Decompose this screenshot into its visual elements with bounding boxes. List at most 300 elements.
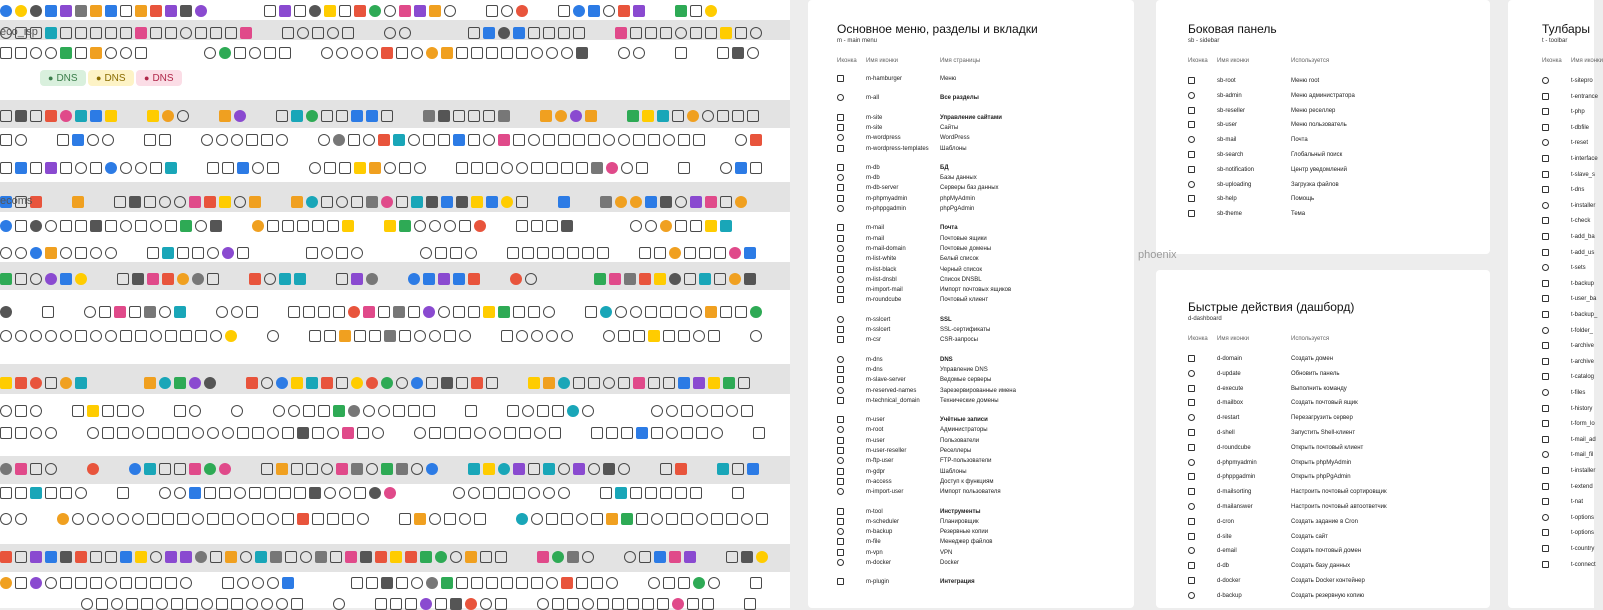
icon-code: m-phpmyadmin	[866, 195, 908, 202]
icon-code: m-dns	[866, 356, 883, 363]
sheet-icon	[414, 220, 426, 232]
sheet-icon	[30, 577, 42, 589]
sheet-icon	[423, 110, 435, 122]
sheet-icon	[516, 513, 528, 525]
sheet-icon	[537, 598, 549, 610]
icon-table-row	[837, 558, 1127, 568]
sheet-icon	[60, 110, 72, 122]
sheet-icon	[222, 247, 234, 259]
sheet-icon	[651, 513, 663, 525]
icon-row	[0, 306, 762, 318]
sheet-icon	[282, 513, 294, 525]
sheet-icon	[717, 47, 729, 59]
row-icon	[1188, 547, 1195, 554]
sheet-icon	[483, 110, 495, 122]
sheet-icon	[375, 598, 387, 610]
sheet-icon	[321, 463, 333, 475]
sheet-icon	[501, 162, 513, 174]
sheet-icon	[543, 487, 555, 499]
icon-table-row	[837, 234, 1127, 244]
toolbar-row	[1542, 357, 1602, 367]
sheet-icon	[696, 427, 708, 439]
sheet-icon	[453, 306, 465, 318]
icon-table-row	[837, 365, 1127, 375]
sheet-icon	[306, 196, 318, 208]
sheet-icon	[453, 273, 465, 285]
row-icon	[1188, 136, 1195, 143]
sheet-icon	[675, 47, 687, 59]
sheet-icon	[264, 487, 276, 499]
sheet-icon	[15, 487, 27, 499]
main-menu-card	[808, 0, 1134, 608]
sheet-icon	[366, 273, 378, 285]
icon-table-row	[837, 396, 1127, 406]
sheet-icon	[105, 247, 117, 259]
sheet-icon	[30, 110, 42, 122]
icon-row	[0, 487, 771, 499]
icon-code: m-root	[866, 427, 884, 434]
sheet-icon	[237, 247, 249, 259]
icon-table-row	[837, 325, 1127, 335]
sheet-icon	[60, 487, 72, 499]
row-icon	[1188, 107, 1195, 114]
sheet-icon	[537, 247, 549, 259]
sheet-icon	[501, 5, 513, 17]
sheet-icon	[270, 551, 282, 563]
icon-description: Выполнить команду	[1291, 385, 1347, 392]
sheet-icon	[120, 47, 132, 59]
sheet-icon	[267, 577, 279, 589]
sheet-icon	[639, 551, 651, 563]
sheet-icon	[126, 598, 138, 610]
sheet-icon	[384, 27, 396, 39]
sheet-icon	[411, 463, 423, 475]
sheet-icon	[522, 405, 534, 417]
sheet-icon	[75, 27, 87, 39]
dashboard-header-name: Имя иконки	[1217, 336, 1250, 342]
sheet-icon	[747, 463, 759, 475]
sheet-icon	[471, 577, 483, 589]
sheet-icon	[753, 427, 765, 439]
sheet-icon	[414, 5, 426, 17]
icon-code: m-list-dnsbl	[866, 276, 897, 283]
sheet-icon	[483, 306, 495, 318]
icon-table-row	[1188, 561, 1478, 571]
sheet-icon	[552, 598, 564, 610]
sheet-icon	[399, 27, 411, 39]
icon-code: m-hamburger	[866, 76, 903, 82]
sheet-icon	[105, 27, 117, 39]
sheet-icon	[558, 196, 570, 208]
sheet-icon	[165, 5, 177, 17]
sheet-icon	[756, 513, 768, 525]
sheet-icon	[117, 405, 129, 417]
sheet-icon	[606, 427, 618, 439]
icon-code: m-user	[866, 437, 885, 444]
toolbar-row	[1542, 326, 1602, 336]
icon-table-row	[1188, 209, 1478, 219]
sheet-icon	[531, 513, 543, 525]
sheet-icon	[501, 577, 513, 589]
icon-table-row	[837, 204, 1127, 214]
sheet-icon	[357, 513, 369, 525]
sheet-icon	[180, 220, 192, 232]
row-icon	[1542, 202, 1549, 209]
sheet-icon	[159, 487, 171, 499]
row-icon	[1542, 451, 1549, 458]
sheet-icon	[573, 463, 585, 475]
main-menu-header-page: Имя страницы	[940, 58, 981, 64]
sheet-icon	[309, 162, 321, 174]
sheet-icon	[249, 196, 261, 208]
sheet-icon	[528, 463, 540, 475]
sheet-icon	[546, 220, 558, 232]
sheet-icon	[723, 377, 735, 389]
icon-code: m-docker	[866, 560, 892, 566]
icon-code: d-mailanswer	[1217, 504, 1253, 510]
sheet-icon	[435, 551, 447, 563]
sheet-icon	[147, 247, 159, 259]
sheet-icon	[714, 247, 726, 259]
sheet-icon	[87, 513, 99, 525]
sheet-icon	[87, 405, 99, 417]
main-menu-header-name: Имя иконки	[866, 58, 899, 64]
sheet-icon	[333, 134, 345, 146]
sheet-icon	[75, 577, 87, 589]
sheet-icon	[117, 513, 129, 525]
sheet-icon	[222, 162, 234, 174]
sheet-icon	[252, 162, 264, 174]
sheet-icon	[546, 330, 558, 342]
icon-table-row	[837, 223, 1127, 233]
sheet-icon	[366, 110, 378, 122]
toolbar-icon-code: t-options	[1571, 514, 1595, 521]
sheet-icon	[426, 463, 438, 475]
sheet-icon	[345, 551, 357, 563]
sheet-icon	[690, 196, 702, 208]
sheet-icon	[558, 5, 570, 17]
sheet-icon	[0, 487, 12, 499]
sheet-icon	[195, 27, 207, 39]
sheet-icon	[660, 487, 672, 499]
sheet-icon	[207, 162, 219, 174]
sheet-icon	[30, 405, 42, 417]
ecoms-tag: ecoms	[0, 195, 33, 207]
sheet-icon	[465, 247, 477, 259]
icon-description: Почта	[940, 225, 958, 232]
sheet-icon	[717, 110, 729, 122]
sheet-icon	[144, 306, 156, 318]
row-icon	[837, 286, 844, 293]
sheet-icon	[603, 463, 615, 475]
sheet-icon	[423, 273, 435, 285]
icon-table-row	[1188, 532, 1478, 542]
sheet-icon	[657, 110, 669, 122]
sheet-icon	[210, 330, 222, 342]
sheet-icon	[531, 47, 543, 59]
sheet-icon	[453, 487, 465, 499]
sheet-icon	[684, 551, 696, 563]
sheet-icon	[690, 27, 702, 39]
main-menu-title: Основное меню, разделы и вкладки	[837, 22, 1038, 36]
sheet-icon	[690, 306, 702, 318]
icon-description: Создать домен	[1291, 356, 1334, 362]
sheet-icon	[648, 377, 660, 389]
sheet-icon	[204, 463, 216, 475]
row-icon	[1188, 399, 1195, 406]
sheet-icon	[30, 220, 42, 232]
sheet-icon	[582, 551, 594, 563]
row-icon	[1542, 93, 1549, 100]
sheet-icon	[180, 27, 192, 39]
row-icon	[1542, 436, 1549, 443]
sheet-icon	[324, 5, 336, 17]
sheet-icon	[60, 47, 72, 59]
sheet-icon	[378, 134, 390, 146]
sheet-icon	[420, 551, 432, 563]
icon-code: m-all	[866, 95, 879, 102]
sheet-icon	[726, 405, 738, 417]
sheet-icon	[543, 306, 555, 318]
sheet-icon	[150, 27, 162, 39]
sheet-icon	[618, 463, 630, 475]
sheet-icon	[15, 551, 27, 563]
eco-tag: eco_isp	[0, 26, 38, 38]
sheet-icon	[630, 487, 642, 499]
sheet-icon	[147, 273, 159, 285]
sheet-icon	[339, 5, 351, 17]
sheet-icon	[699, 273, 711, 285]
sheet-icon	[654, 247, 666, 259]
sheet-icon	[339, 162, 351, 174]
sheet-icon	[399, 513, 411, 525]
sheet-icon	[543, 134, 555, 146]
row-icon	[837, 255, 844, 262]
icon-code: m-vpn	[866, 549, 883, 556]
icon-table-row	[837, 548, 1127, 558]
sheet-icon	[471, 162, 483, 174]
icon-description: Почтовые ящики	[940, 235, 987, 242]
sheet-icon	[267, 427, 279, 439]
toolbar-icon-code: t-catalog	[1571, 374, 1595, 381]
icon-table-row	[837, 537, 1127, 547]
sheet-icon	[543, 463, 555, 475]
icon-table-row	[837, 375, 1127, 385]
icon-table-row	[837, 194, 1127, 204]
icon-row	[0, 405, 753, 417]
icon-row	[0, 598, 756, 610]
sheet-icon	[381, 47, 393, 59]
icon-description: Пользователи	[940, 437, 980, 444]
icon-table-row	[837, 285, 1127, 295]
sheet-icon	[681, 513, 693, 525]
sheet-icon	[498, 27, 510, 39]
icon-code: sb-user	[1217, 122, 1238, 129]
sheet-icon	[249, 487, 261, 499]
sheet-icon	[45, 5, 57, 17]
sheet-icon	[306, 377, 318, 389]
sheet-icon	[15, 463, 27, 475]
icon-table-row	[837, 335, 1127, 345]
sheet-icon	[747, 110, 759, 122]
sheet-icon	[252, 427, 264, 439]
row-icon	[837, 376, 844, 383]
sheet-icon	[741, 405, 753, 417]
row-icon	[1542, 124, 1549, 131]
sheet-icon	[621, 162, 633, 174]
row-icon	[1188, 444, 1195, 451]
sheet-icon	[330, 551, 342, 563]
icon-table-row	[1188, 502, 1478, 512]
sheet-icon	[567, 247, 579, 259]
sheet-icon	[660, 306, 672, 318]
icon-description: Перезагрузить сервер	[1291, 415, 1353, 422]
sheet-icon	[30, 47, 42, 59]
sheet-icon	[369, 162, 381, 174]
sheet-icon	[429, 330, 441, 342]
row-icon	[1542, 295, 1549, 302]
sheet-icon	[261, 598, 273, 610]
sheet-icon	[654, 273, 666, 285]
sheet-icon	[546, 162, 558, 174]
sheet-icon	[468, 487, 480, 499]
row-icon	[837, 356, 844, 363]
sheet-icon	[165, 220, 177, 232]
dashboard-subtitle: d-dashboard	[1188, 316, 1222, 322]
row-icon	[837, 426, 844, 433]
sheet-icon	[405, 551, 417, 563]
sheet-icon	[465, 598, 477, 610]
icon-code: d-backup	[1217, 592, 1242, 599]
sheet-icon	[75, 273, 87, 285]
sheet-icon	[0, 513, 12, 525]
sheet-icon	[399, 330, 411, 342]
sheet-icon	[552, 247, 564, 259]
sheet-icon	[339, 487, 351, 499]
sheet-icon	[543, 27, 555, 39]
sheet-icon	[711, 427, 723, 439]
icon-table-row	[1188, 76, 1478, 86]
sheet-icon	[219, 196, 231, 208]
row-icon	[837, 578, 844, 585]
sheet-icon	[351, 247, 363, 259]
toolbar-icon-code: t-dns	[1571, 187, 1585, 194]
sheet-icon	[0, 427, 12, 439]
sheet-icon	[135, 162, 147, 174]
sheet-icon	[531, 330, 543, 342]
sheet-icon	[393, 405, 405, 417]
row-icon	[837, 528, 844, 535]
sheet-icon	[0, 577, 12, 589]
sheet-icon	[30, 377, 42, 389]
icon-row	[0, 551, 768, 563]
sheet-icon	[612, 598, 624, 610]
sheet-icon	[240, 551, 252, 563]
sheet-icon	[174, 306, 186, 318]
sheet-icon	[645, 220, 657, 232]
sheet-icon	[720, 220, 732, 232]
toolbar-icon-code: t-archive	[1571, 343, 1595, 350]
sheet-icon	[276, 134, 288, 146]
sheet-icon	[366, 377, 378, 389]
sheet-icon	[351, 377, 363, 389]
sheet-icon	[474, 513, 486, 525]
sheet-icon	[396, 377, 408, 389]
sheet-icon	[177, 427, 189, 439]
row-icon	[1542, 280, 1549, 287]
sheet-icon	[306, 463, 318, 475]
sheet-icon	[129, 196, 141, 208]
sheet-icon	[429, 220, 441, 232]
sheet-icon	[732, 47, 744, 59]
sheet-icon	[693, 377, 705, 389]
sheet-icon	[117, 427, 129, 439]
sheet-icon	[606, 162, 618, 174]
icon-code: m-scheduler	[866, 518, 900, 525]
sheet-icon	[15, 162, 27, 174]
sheet-icon	[627, 110, 639, 122]
sheet-icon	[423, 134, 435, 146]
sheet-icon	[90, 220, 102, 232]
sheet-icon	[636, 513, 648, 525]
sheet-icon	[174, 377, 186, 389]
sheet-icon	[456, 47, 468, 59]
toolbar-row	[1542, 513, 1602, 523]
row-icon	[1542, 358, 1549, 365]
sheet-icon	[333, 405, 345, 417]
icon-description: Создать Docker контейнер	[1291, 578, 1365, 584]
toolbar-row	[1542, 388, 1602, 398]
icon-code: m-wordpress	[866, 135, 901, 142]
row-icon	[837, 224, 844, 231]
sheet-icon	[111, 598, 123, 610]
sheet-icon	[150, 5, 162, 17]
sheet-icon	[498, 134, 510, 146]
icon-table-row	[837, 517, 1127, 527]
sheet-icon	[147, 513, 159, 525]
sheet-icon	[615, 196, 627, 208]
sheet-icon	[60, 247, 72, 259]
sheet-icon	[159, 134, 171, 146]
sheet-icon	[426, 377, 438, 389]
row-icon	[1542, 545, 1549, 552]
icon-table-row	[837, 507, 1127, 517]
sheet-icon	[384, 487, 396, 499]
sheet-icon	[45, 577, 57, 589]
sheet-icon	[57, 134, 69, 146]
sheet-icon	[150, 162, 162, 174]
sheet-icon	[219, 110, 231, 122]
sheet-icon	[525, 273, 537, 285]
sheet-icon	[231, 405, 243, 417]
icon-row	[0, 330, 762, 342]
sheet-icon	[444, 330, 456, 342]
toolbar-icon-code: t-folder_	[1571, 327, 1594, 334]
sheet-icon	[237, 513, 249, 525]
icon-code: m-sslcert	[866, 327, 891, 333]
sheet-icon	[0, 330, 12, 342]
sheet-icon	[702, 110, 714, 122]
sheet-icon	[75, 5, 87, 17]
sheet-icon	[561, 513, 573, 525]
sheet-icon	[210, 551, 222, 563]
sheet-icon	[537, 551, 549, 563]
sheet-icon	[456, 377, 468, 389]
icon-table-row	[837, 265, 1127, 275]
toolbar-row	[1542, 185, 1602, 195]
row-icon	[1542, 155, 1549, 162]
sheet-icon	[45, 110, 57, 122]
